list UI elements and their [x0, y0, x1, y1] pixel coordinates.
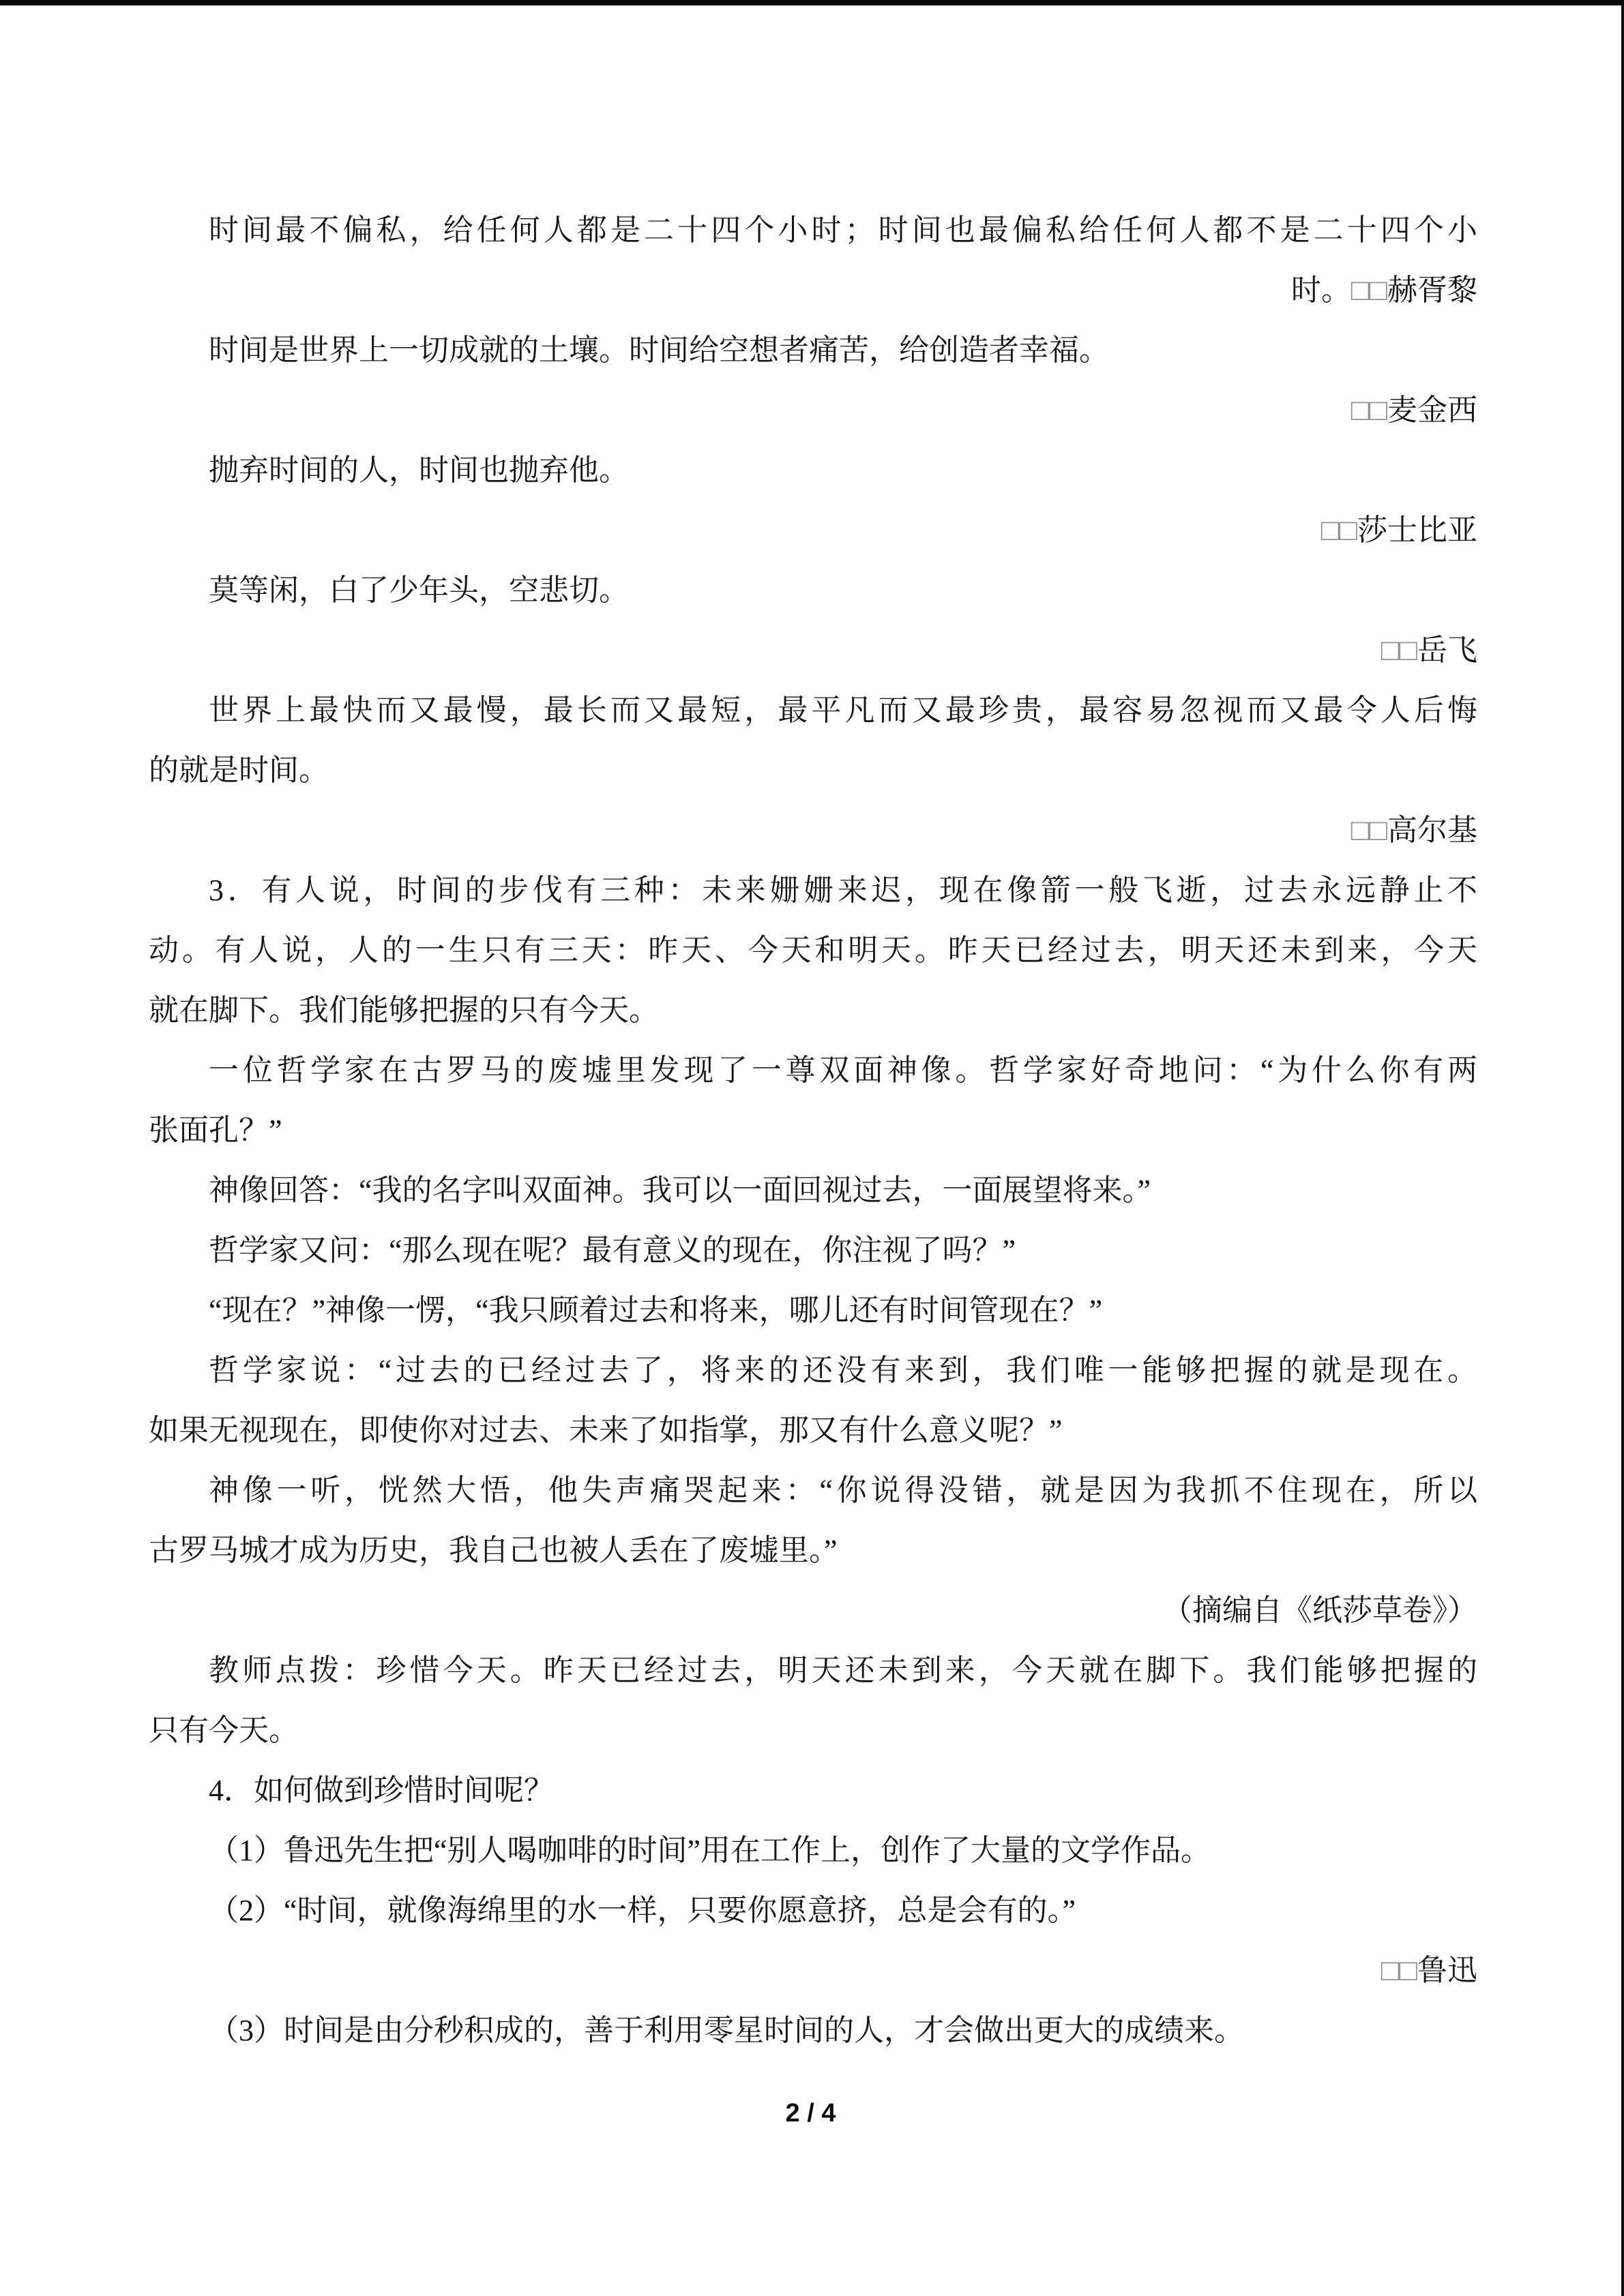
text-line: 一位哲学家在古罗马的废墟里发现了一尊双面神像。哲学家好奇地问：“为什么你有两 — [209, 1054, 1477, 1087]
text-line: 只有今天。 — [149, 1714, 299, 1747]
text-line: 世界上最快而又最慢，最长而又最短，最平凡而又最珍贵，最容易忽视而又最令人后悔 — [209, 694, 1477, 727]
missing-glyph-boxes: □□ — [1350, 273, 1387, 307]
document-body — [149, 200, 1477, 2061]
text-line: 如果无视现在，即使你对过去、未来了如指掌，那又有什么意义呢？” — [149, 1414, 1063, 1447]
text-line: 古罗马城才成为历史，我自己也被人丢在了废墟里。” — [149, 1534, 838, 1567]
text-line: □□鲁迅 — [1381, 1954, 1477, 1987]
text-line: （摘编自《纸莎草卷》） — [1162, 1594, 1477, 1627]
text-line: 时间最不偏私，给任何人都是二十四个小时；时间也最偏私给任何人都不是二十四个小 — [209, 213, 1477, 247]
missing-glyph-boxes: □□ — [1381, 633, 1417, 667]
text-line: □□高尔基 — [1350, 814, 1477, 847]
page-number: 2 / 4 — [785, 2099, 836, 2128]
missing-glyph-boxes: □□ — [1350, 393, 1387, 427]
right-border-line — [1621, 0, 1624, 2296]
text-line: 4．如何做到珍惜时间呢？ — [209, 1774, 554, 1807]
missing-glyph-boxes: □□ — [1320, 513, 1357, 547]
text-line: （2）“时间，就像海绵里的水一样，只要你愿意挤，总是会有的。” — [209, 1894, 1076, 1927]
text-line: 动。有人说，人的一生只有三天：昨天、今天和明天。昨天已经过去，明天还未到来，今天 — [149, 934, 1477, 967]
text-line: 神像回答：“我的名字叫双面神。我可以一面回视过去，一面展望将来。” — [209, 1174, 1151, 1207]
text-line: 神像一听，恍然大悟，他失声痛哭起来：“你说得没错，就是因为我抓不住现在，所以 — [209, 1474, 1477, 1507]
text-line: 抛弃时间的人，时间也抛弃他。 — [209, 453, 629, 487]
missing-glyph-boxes: □□ — [1350, 814, 1387, 847]
text-line: 莫等闲，白了少年头，空悲切。 — [209, 573, 629, 607]
text-line: “现在？”神像一愣，“我只顾着过去和将来，哪儿还有时间管现在？” — [209, 1294, 1103, 1327]
text-line: □□岳飞 — [1381, 633, 1477, 667]
top-border-line — [0, 0, 1624, 5]
missing-glyph-boxes: □□ — [1381, 1954, 1417, 1987]
text-line: 3．有人说，时间的步伐有三种：未来姗姗来迟，现在像箭一般飞逝，过去永远静止不 — [209, 874, 1477, 907]
text-line: （1）鲁迅先生把“别人喝咖啡的时间”用在工作上，创作了大量的文学作品。 — [209, 1834, 1211, 1867]
text-line: 时。□□赫胥黎 — [1290, 273, 1477, 307]
text-line: 教师点拨：珍惜今天。昨天已经过去，明天还未到来，今天就在脚下。我们能够把握的 — [209, 1654, 1477, 1687]
text-line: □□莎士比亚 — [1320, 513, 1477, 547]
text-line: （3）时间是由分秒积成的，善于利用零星时间的人，才会做出更大的成绩来。 — [209, 2014, 1244, 2047]
text-line: 的就是时间。 — [149, 754, 329, 787]
text-line: □□麦金西 — [1350, 393, 1477, 427]
text-line: 张面孔？” — [149, 1114, 282, 1147]
text-line: 哲学家说：“过去的已经过去了，将来的还没有来到，我们唯一能够把握的就是现在。 — [209, 1354, 1477, 1387]
text-line: 哲学家又问：“那么现在呢？最有意义的现在，你注视了吗？” — [209, 1234, 1016, 1267]
text-line: 就在脚下。我们能够把握的只有今天。 — [149, 994, 659, 1027]
text-line: 时间是世界上一切成就的土壤。时间给空想者痛苦，给创造者幸福。 — [209, 333, 1109, 367]
